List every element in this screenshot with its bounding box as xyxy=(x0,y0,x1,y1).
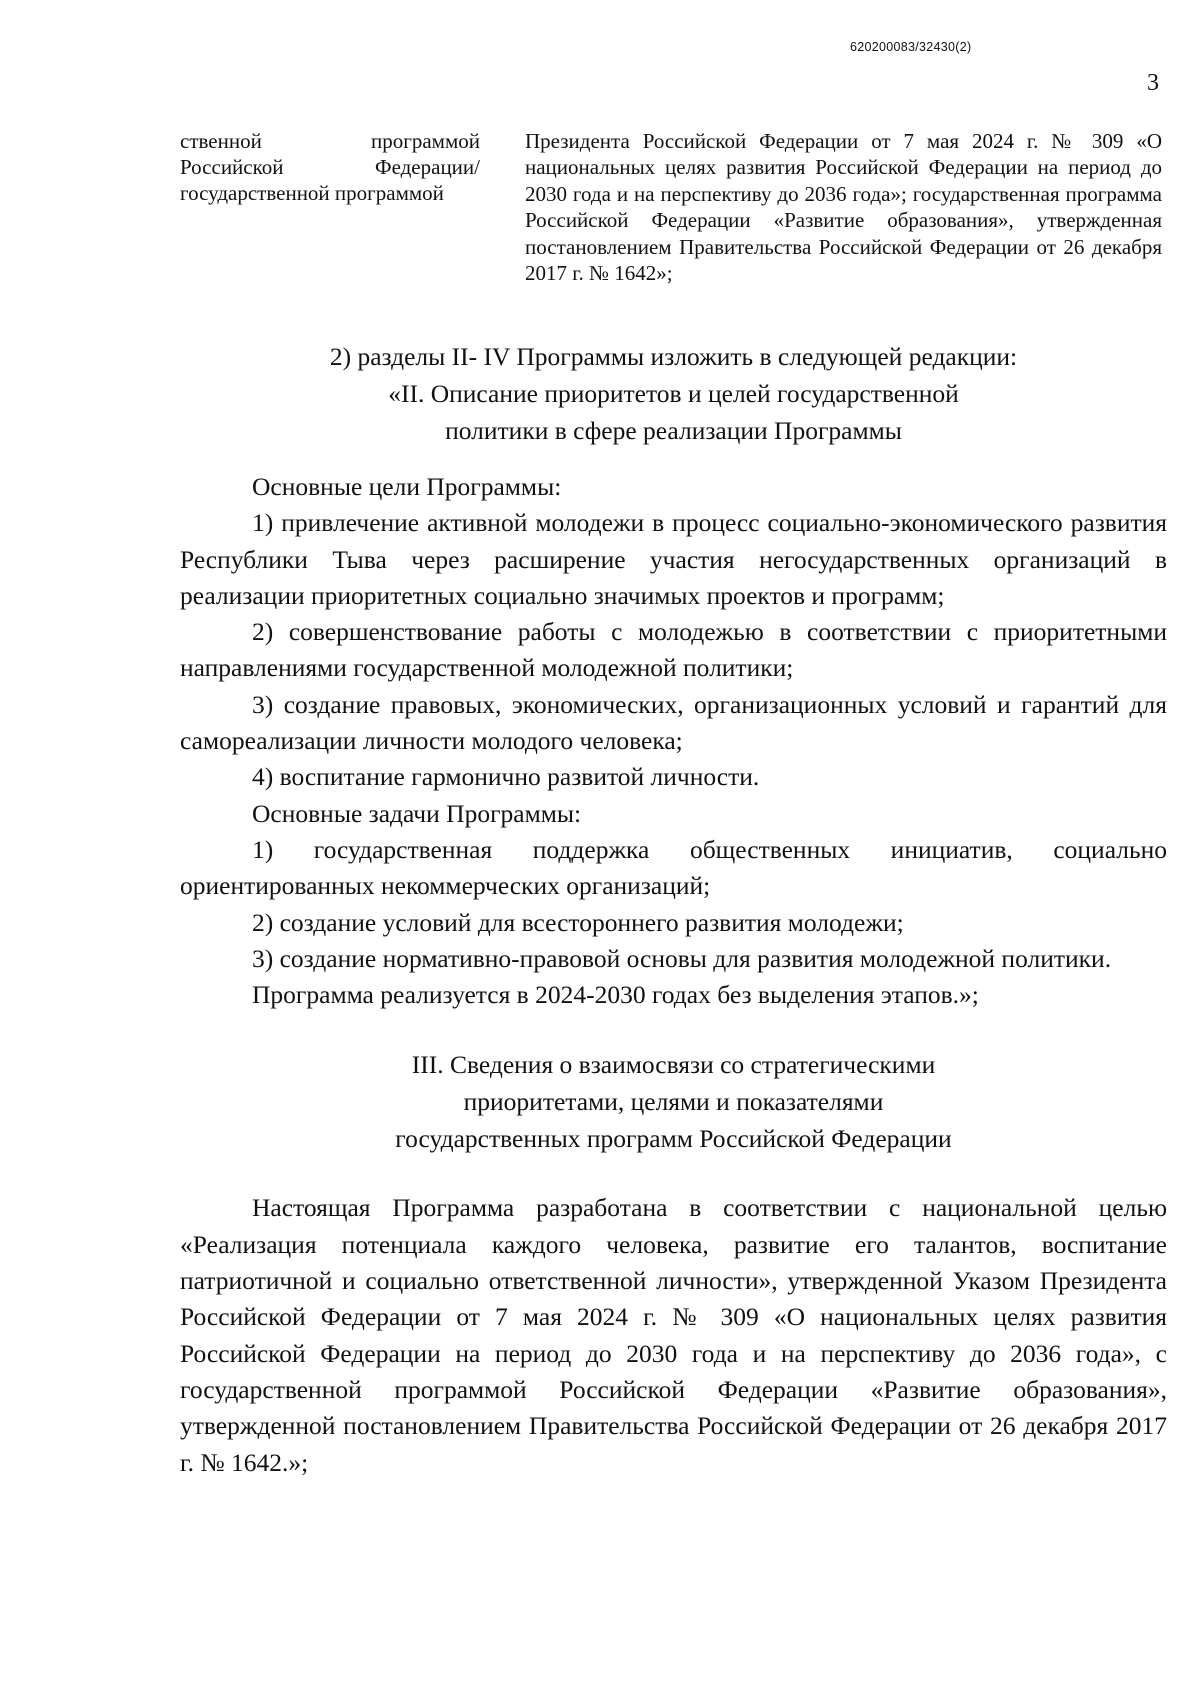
goal-item: 1) привлечение активной молодежи в процесс социально-экономического развития Республики Тыва через расширение участия негосударственных организаций в реализации приоритетных социально значимых проектов и программ; xyxy=(180,508,1167,610)
document-body xyxy=(180,338,1167,1481)
task-item: 2) создание условий для всестороннего развития молодежи; xyxy=(252,907,904,937)
tasks-intro: Основные задачи Программы: xyxy=(252,798,582,828)
goal-item: 3) создание правовых, экономических, организационных условий и гарантий для самореализации личности молодого человека; xyxy=(180,689,1167,756)
section-2-closing: Программа реализуется в 2024-2030 годах без выделения этапов.»; xyxy=(252,980,979,1010)
page-number: 3 xyxy=(1147,70,1159,96)
task-item: 1) государственная поддержка общественных инициатив, социально ориентированных некоммерческих организаций; xyxy=(180,834,1167,901)
section-2-heading-line-1: «II. Описание приоритетов и целей государственной xyxy=(388,379,959,408)
task-item: 3) создание нормативно-правовой основы для развития молодежной политики. xyxy=(252,943,1112,973)
table-left-cell: ственной программой Российской Федерации/ государственной программой xyxy=(180,129,480,205)
goal-item: 4) воспитание гармонично развитой личности. xyxy=(252,762,760,792)
section-3-heading-line-3: государственных программ Российской Федерации xyxy=(395,1124,952,1154)
table-right-cell: Президента Российской Федерации от 7 мая 2024 г. № 309 «О национальных целях развития Российской Федерации на период до 2030 года и на перспективу до 2036 года»; государственная программа Российской Федерации «Развитие образования», утвержденная постановлением Правительства Российской Федерации от 26 декабря 2017 г. № 1642»; xyxy=(525,129,1162,286)
section-2-heading-line-2: политики в сфере реализации Программы xyxy=(445,416,902,445)
document-id: 620200083/32430(2) xyxy=(850,40,972,54)
goal-item: 2) совершенствование работы с молодежью в соответствии с приоритетными направлениями государственной молодежной политики; xyxy=(180,617,1167,683)
section-3-heading-line-2: приоритетами, целями и показателями xyxy=(463,1087,884,1117)
section-3-heading-line-1: III. Сведения о взаимосвязи со стратегическими xyxy=(411,1050,936,1080)
goals-intro: Основные цели Программы: xyxy=(252,472,562,501)
amendment-item-2: 2) разделы II- IV Программы изложить в следующей редакции: xyxy=(329,342,1018,371)
section-3-paragraph: Настоящая Программа разработана в соответствии с национальной целью «Реализация потенциала каждого человека, развитие его талантов, воспитание патриотичной и социально ответственной личности», утвержденной Указом Президента Российской Федерации от 7 мая 2024 г. № 309 «О национальных целях развития Российской Федерации на период до 2030 года и на перспективу до 2036 года», с государственной программой Российской Федерации «Развитие образования», утвержденной постановлением Правительства Российской Федерации от 26 декабря 2017 г. № 1642.»; xyxy=(180,1193,1167,1477)
